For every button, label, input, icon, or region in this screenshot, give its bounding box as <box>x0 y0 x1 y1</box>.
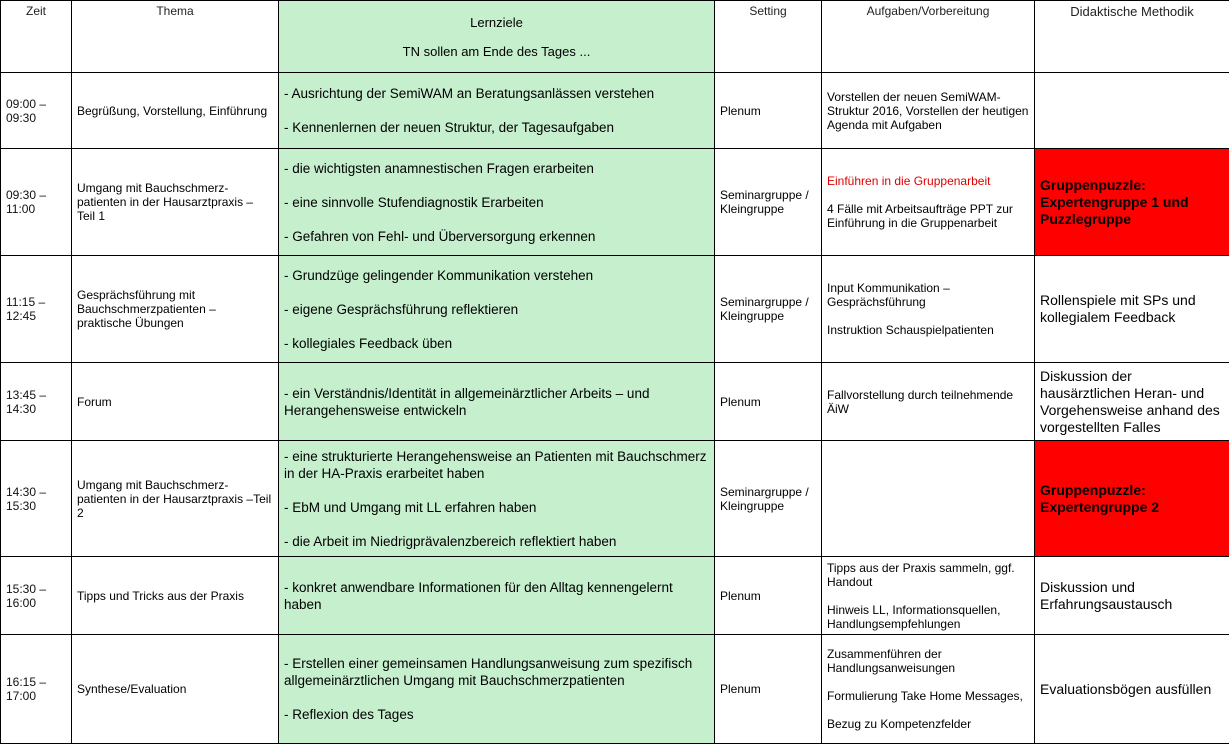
aufgabe-item: Fallvorstellung durch teilnehmende ÄiW <box>827 388 1029 416</box>
header-zeit: Zeit <box>1 1 72 73</box>
zeit-cell: 15:30 – 16:00 <box>1 557 72 635</box>
lernziel-item: - eine strukturierte Herangehensweise an Patienten mit Bauchschmerz in der HA-Praxis erarbeitet haben <box>284 448 709 482</box>
lernziel-item: - konkret anwendbare Informationen für den Alltag kennengelernt haben <box>284 579 709 613</box>
aufgabe-item: Bezug zu Kompetenzfelder <box>827 717 1029 731</box>
header-thema: Thema <box>72 1 279 73</box>
didaktik-cell: Rollenspiele mit SPs und kollegialem Feedback <box>1035 256 1229 363</box>
header-lernziele <box>279 1 715 73</box>
lernziele-cell <box>279 149 715 256</box>
setting-cell: Seminargruppe / Kleingruppe <box>715 149 822 256</box>
lernziel-item: - Grundzüge gelingender Kommunikation verstehen <box>284 267 709 284</box>
header-didaktik: Didaktische Methodik <box>1035 1 1229 73</box>
setting-cell: Plenum <box>715 635 822 744</box>
aufgabe-item: Input Kommunikation – Gesprächsführung <box>827 281 1029 309</box>
header-setting: Setting <box>715 1 822 73</box>
table-row <box>1 557 1229 635</box>
lernziele-cell <box>279 256 715 363</box>
lernziel-item: - die Arbeit im Niedrigprävalenzbereich reflektiert haben <box>284 533 709 550</box>
lernziel-item: - Gefahren von Fehl- und Überversorgung erkennen <box>284 228 709 245</box>
setting-cell: Seminargruppe / Kleingruppe <box>715 256 822 363</box>
thema-cell: Gesprächsführung mit Bauchschmerzpatienten – praktische Übungen <box>72 256 279 363</box>
lernziel-item: - eigene Gesprächsführung reflektieren <box>284 301 709 318</box>
lernziel-item: - eine sinnvolle Stufendiagnostik Erarbeiten <box>284 194 709 211</box>
aufgabe-item: Formulierung Take Home Messages, <box>827 689 1029 703</box>
schedule-body <box>1 73 1229 744</box>
header-lernziele-title: Lernziele <box>284 15 709 30</box>
header-row <box>1 1 1229 73</box>
lernziele-cell <box>279 441 715 557</box>
setting-cell: Plenum <box>715 73 822 149</box>
thema-cell: Umgang mit Bauchschmerz-patienten in der Hausarztpraxis –Teil 2 <box>72 441 279 557</box>
aufgaben-cell <box>822 441 1035 557</box>
thema-cell: Umgang mit Bauchschmerz-patienten in der Hausarztpraxis – Teil 1 <box>72 149 279 256</box>
lernziele-cell <box>279 363 715 441</box>
didaktik-cell: Gruppenpuzzle: Expertengruppe 1 und Puzzlegruppe <box>1035 149 1229 256</box>
table-row <box>1 441 1229 557</box>
lernziele-cell <box>279 557 715 635</box>
aufgabe-item: Tipps aus der Praxis sammeln, ggf. Handout <box>827 561 1029 589</box>
lernziel-item: - EbM und Umgang mit LL erfahren haben <box>284 499 709 516</box>
lernziele-cell <box>279 73 715 149</box>
aufgaben-cell <box>822 73 1035 149</box>
didaktik-cell: Evaluationsbögen ausfüllen <box>1035 635 1229 744</box>
didaktik-cell <box>1035 73 1229 149</box>
aufgabe-item: Vorstellen der neuen SemiWAM-Struktur 2016, Vorstellen der heutigen Agenda mit Aufgaben <box>827 90 1029 132</box>
aufgabe-highlight: Einführen in die Gruppenarbeit <box>827 174 1029 188</box>
lernziel-item: - Erstellen einer gemeinsamen Handlungsanweisung zum spezifisch allgemeinärztlichen Umgang mit Bauchschmerzpatienten <box>284 655 709 689</box>
zeit-cell: 16:15 – 17:00 <box>1 635 72 744</box>
zeit-cell: 11:15 – 12:45 <box>1 256 72 363</box>
zeit-cell: 14:30 – 15:30 <box>1 441 72 557</box>
aufgabe-item: Hinweis LL, Informationsquellen, Handlungsempfehlungen <box>827 603 1029 631</box>
zeit-cell: 09:30 – 11:00 <box>1 149 72 256</box>
table-row <box>1 635 1229 744</box>
zeit-cell: 13:45 – 14:30 <box>1 363 72 441</box>
thema-cell: Forum <box>72 363 279 441</box>
zeit-cell: 09:00 – 09:30 <box>1 73 72 149</box>
aufgaben-cell <box>822 149 1035 256</box>
lernziel-item: - ein Verständnis/Identität in allgemeinärztlicher Arbeits – und Herangehensweise entwickeln <box>284 385 709 419</box>
lernziel-item: - die wichtigsten anamnestischen Fragen erarbeiten <box>284 160 709 177</box>
lernziele-cell <box>279 635 715 744</box>
table-row <box>1 73 1229 149</box>
lernziel-item: - Ausrichtung der SemiWAM an Beratungsanlässen verstehen <box>284 85 709 102</box>
header-lernziele-sub: TN sollen am Ende des Tages ... <box>284 44 709 59</box>
aufgaben-cell <box>822 363 1035 441</box>
aufgaben-cell <box>822 256 1035 363</box>
didaktik-cell: Diskussion und Erfahrungsaustausch <box>1035 557 1229 635</box>
lernziel-item: - Kennenlernen der neuen Struktur, der Tagesaufgaben <box>284 119 709 136</box>
header-aufgaben: Aufgaben/Vorbereitung <box>822 1 1035 73</box>
thema-cell: Synthese/Evaluation <box>72 635 279 744</box>
lernziel-item: - Reflexion des Tages <box>284 706 709 723</box>
table-row <box>1 363 1229 441</box>
aufgabe-item: Instruktion Schauspielpatienten <box>827 323 1029 337</box>
thema-cell: Begrüßung, Vorstellung, Einführung <box>72 73 279 149</box>
aufgabe-item: Zusammenführen der Handlungsanweisungen <box>827 647 1029 675</box>
lernziel-item: - kollegiales Feedback üben <box>284 335 709 352</box>
setting-cell: Plenum <box>715 363 822 441</box>
table-row <box>1 149 1229 256</box>
table-row <box>1 256 1229 363</box>
aufgaben-cell <box>822 635 1035 744</box>
aufgaben-cell <box>822 557 1035 635</box>
didaktik-cell: Diskussion der hausärztlichen Heran- und Vorgehensweise anhand des vorgestellten Falles <box>1035 363 1229 441</box>
setting-cell: Seminargruppe / Kleingruppe <box>715 441 822 557</box>
setting-cell: Plenum <box>715 557 822 635</box>
aufgabe-item: 4 Fälle mit Arbeitsaufträge PPT zur Einführung in die Gruppenarbeit <box>827 202 1029 230</box>
didaktik-cell: Gruppenpuzzle: Expertengruppe 2 <box>1035 441 1229 557</box>
thema-cell: Tipps und Tricks aus der Praxis <box>72 557 279 635</box>
